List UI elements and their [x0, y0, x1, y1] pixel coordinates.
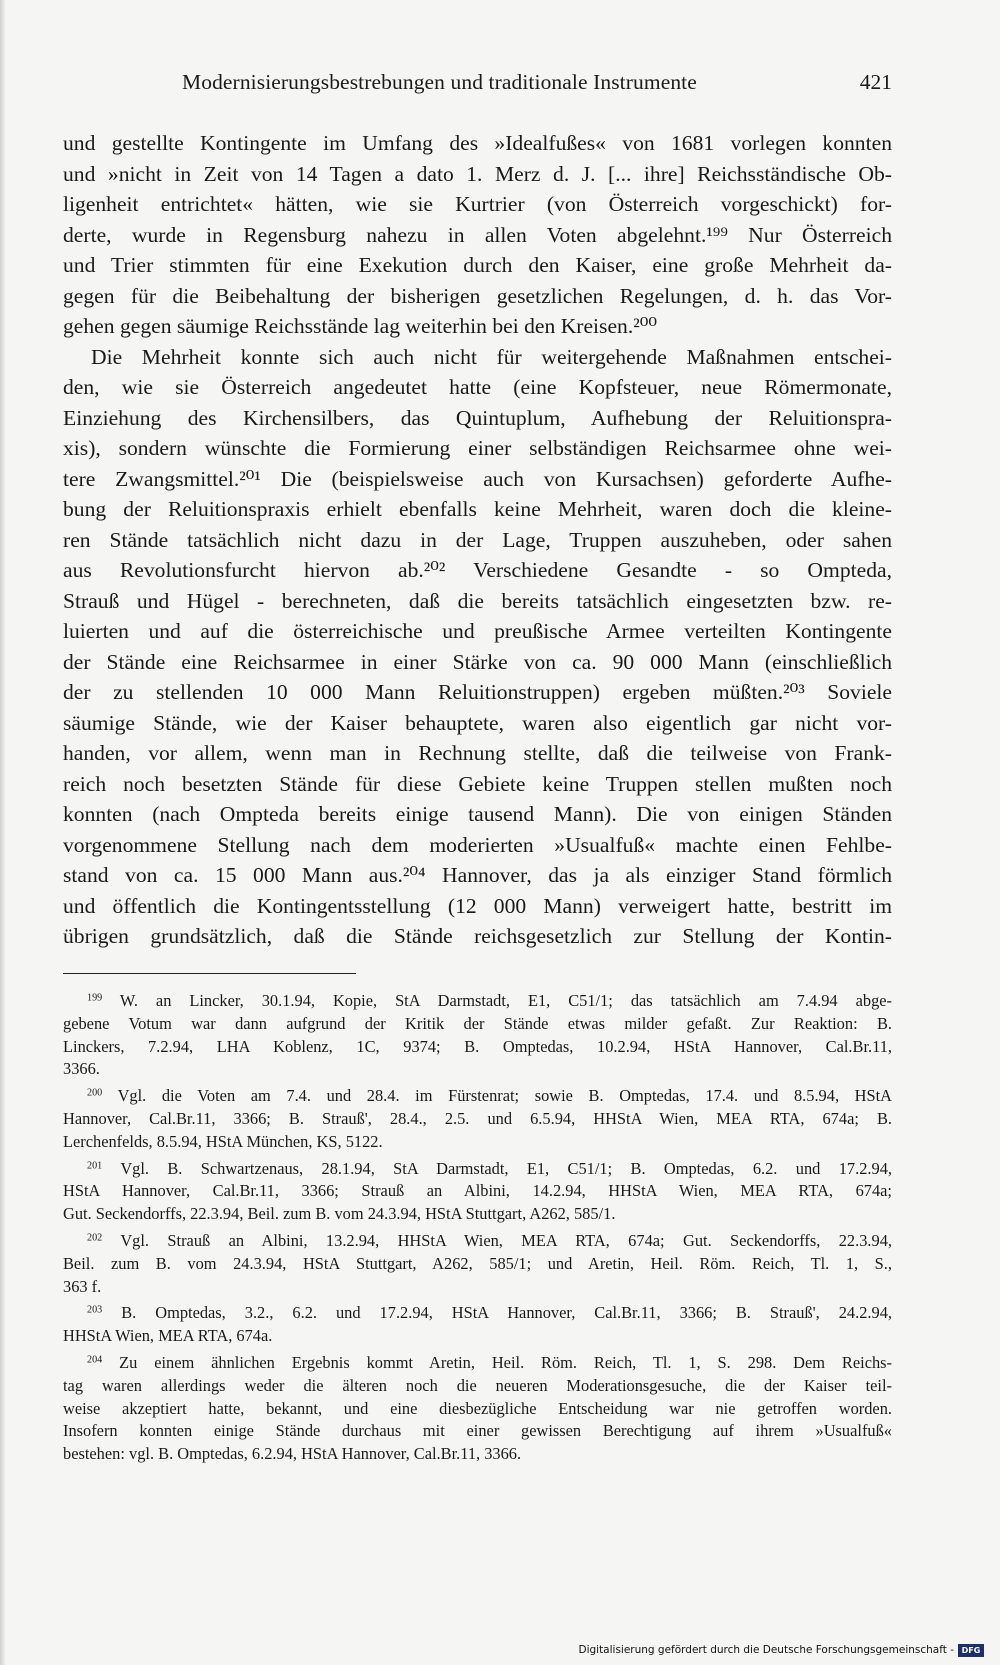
footnote-number: 202	[87, 1232, 103, 1244]
text-line: Strauß und Hügel - berechneten, daß die bereits tatsächlich eingesetzten bzw. re-	[63, 588, 892, 613]
footnote-text: Vgl. Strauß an Albini, 13.2.94, HHStA Wien, MEA RTA, 674a; Gut. Seckendorffs, 22.3.94,	[120, 1230, 892, 1250]
text-line: ren Stände tatsächlich nicht dazu in der Lage, Truppen auszuheben, oder sahen	[63, 527, 892, 552]
footnote-line	[63, 1036, 892, 1059]
text-line: luierten und auf die österreichische und preußische Armee verteilten Kontingente	[63, 619, 892, 643]
text-line: der zu stellenden 10 000 Mann Reluitionstruppen) ergeben müßten.²⁰³ Soviele	[63, 680, 892, 704]
footnote-text: bestehen: vgl. B. Omptedas, 6.2.94, HStA Hannover, Cal.Br.11, 3366.	[63, 1444, 522, 1464]
text-line: xis), sondern wünschte die Formierung einer selbständigen Reichsarmee ohne wei-	[63, 436, 892, 460]
text-line: und Trier stimmten für eine Exekution durch den Kaiser, eine große Mehrheit da-	[63, 253, 892, 277]
footnote-line	[63, 1058, 892, 1081]
text-line: handen, vor allem, wenn man in Rechnung stellte, daß die teilweise von Frank-	[63, 741, 892, 765]
footnote-line	[63, 1325, 892, 1348]
footnote-text: B. Omptedas, 3.2., 6.2. und 17.2.94, HStA Hannover, Cal.Br.11, 3366; B. Strauß', 24.2.94,	[121, 1303, 892, 1323]
footnote-text: gebene Votum war dann aufgrund der Kritik der Stände etwas milder gefaßt. Zur Reaktion: B.	[63, 1013, 892, 1033]
footnote-text: W. an Lincker, 30.1.94, Kopie, StA Darmstadt, E1, C51/1; das tatsächlich am 7.4.94 abge-	[119, 991, 892, 1010]
footnote-line	[63, 1085, 892, 1108]
text-line: der Stände eine Reichsarmee in einer Stärke von ca. 90 000 Mann (einschließlich	[63, 649, 892, 674]
footnote-text: Insofern konnten einige Stände durchaus mit einer gewissen Berechtigung auf ihrem »Usualfuß«	[63, 1421, 892, 1441]
footnote	[63, 1230, 892, 1298]
footnote-text: Vgl. B. Schwartzenaus, 28.1.94, StA Darmstadt, E1, C51/1; B. Omptedas, 6.2. und 17.2.94,	[120, 1158, 892, 1178]
main-text	[63, 128, 892, 952]
text-line: den, wie sie Österreich angedeutet hatte (eine Kopfsteuer, neue Römermonate,	[63, 375, 892, 399]
footnote-text: 363 f.	[63, 1276, 102, 1296]
footnote-line	[63, 1158, 892, 1181]
footnote	[63, 990, 892, 1081]
running-header	[182, 70, 892, 104]
footnote-line	[63, 1108, 892, 1131]
text-line: stand von ca. 15 000 Mann aus.²⁰⁴ Hannover, das ja als einziger Stand förmlich	[63, 863, 892, 887]
footnote-text: HStA Hannover, Cal.Br.11, 3366; Strauß an Albini, 14.2.94, HHStA Wien, MEA RTA, 674a;	[63, 1181, 892, 1201]
text-line: aus Revolutionsfurcht hiervon ab.²⁰² Verschiedene Gesandte - so Ompteda,	[63, 558, 892, 582]
text-line: und »nicht in Zeit von 14 Tagen a dato 1. Merz d. J. [... ihre] Reichsständische Ob-	[63, 161, 892, 186]
footnote-line	[63, 1375, 892, 1398]
credit-text: Digitalisierung gefördert durch die Deutsche Forschungsgemeinschaft -	[578, 1644, 954, 1656]
footnotes	[63, 990, 892, 1470]
footnote-line	[63, 1180, 892, 1203]
text-line: und öffentlich die Kontingentsstellung (12 000 Mann) verweigert hatte, bestritt im	[63, 893, 892, 918]
dfg-logo: DFG	[958, 1644, 984, 1657]
footnote-line	[63, 1203, 892, 1226]
text-line: und gestellte Kontingente im Umfang des »Idealfußes« von 1681 vorlegen konnten	[63, 131, 892, 155]
footnote-text: Gut. Seckendorffs, 22.3.94, Beil. zum B. vom 24.3.94, HStA Stuttgart, A262, 585/1.	[63, 1204, 616, 1224]
footnote-line	[63, 990, 892, 1013]
footnote	[63, 1302, 892, 1348]
footnote-text: Linckers, 7.2.94, LHA Koblenz, 1C, 9374; B. Omptedas, 10.2.94, HStA Hannover, Cal.Br.11,	[63, 1036, 892, 1056]
text-line: gehen gegen säumige Reichsstände lag weiterhin bei den Kreisen.²⁰⁰	[63, 314, 658, 338]
footnote-text: weise akzeptiert hatte, bekannt, und eine diesbezügliche Entscheidung war nie getroffen worden.	[63, 1398, 892, 1418]
footnote-text: Hannover, Cal.Br.11, 3366; B. Strauß', 28.4., 2.5. und 6.5.94, HHStA Wien, MEA RTA, 674a; B.	[63, 1108, 892, 1128]
text-line: vorgenommene Stellung nach dem moderierten »Usualfuß« machte einen Fehlbe-	[63, 832, 892, 857]
footnote-line	[63, 1276, 892, 1299]
footnote-line	[63, 1398, 892, 1421]
footnote-line	[63, 1013, 892, 1036]
footnote-number: 201	[87, 1160, 103, 1171]
footnote-number: 203	[87, 1304, 103, 1316]
running-title: Modernisierungsbestrebungen und traditionale Instrumente	[182, 70, 697, 94]
footnote-text: 3366.	[63, 1059, 100, 1079]
footnote-text: Beil. zum B. vom 24.3.94, HStA Stuttgart, A262, 585/1; und Aretin, Heil. Röm. Reich, Tl. 1, S.,	[63, 1253, 892, 1273]
footnote	[63, 1352, 892, 1466]
footnote-number: 200	[87, 1087, 103, 1099]
text-line: gegen für die Beibehaltung der bisherigen gesetzlichen Regelungen, d. h. das Vor-	[63, 283, 892, 308]
footnote	[63, 1158, 892, 1226]
footnote-number: 204	[87, 1354, 103, 1366]
digitization-credit	[578, 1641, 984, 1659]
footnote-text: Vgl. die Voten am 7.4. und 28.4. im Fürstenrat; sowie B. Omptedas, 17.4. und 8.5.94, HStA	[117, 1086, 892, 1106]
text-line: übrigen grundsätzlich, daß die Stände reichsgesetzlich zur Stellung der Kontin-	[63, 924, 892, 948]
text-line: bung der Reluitionspraxis erhielt ebenfalls keine Mehrheit, waren doch die kleine-	[63, 497, 892, 521]
footnote-line	[63, 1302, 892, 1325]
footnote-line	[63, 1253, 892, 1276]
page-number: 421	[859, 70, 892, 94]
text-line: säumige Stände, wie der Kaiser behauptete, waren also eigentlich gar nicht vor-	[63, 710, 892, 735]
footnote-text: Lerchenfelds, 8.5.94, HStA München, KS, 5122.	[63, 1131, 383, 1151]
footnote-text: Zu einem ähnlichen Ergebnis kommt Aretin, Heil. Röm. Reich, Tl. 1, S. 298. Dem Reichs-	[119, 1352, 892, 1372]
text-line: tere Zwangsmittel.²⁰¹ Die (beispielsweise auch von Kursachsen) geforderte Aufhe-	[63, 466, 892, 491]
text-line: konnten (nach Ompteda bereits einige tausend Mann). Die von einigen Ständen	[63, 802, 892, 826]
text-line: Einziehung des Kirchensilbers, das Quintuplum, Aufhebung der Reluitionspra-	[63, 405, 892, 430]
footnote-line	[63, 1443, 892, 1466]
footnote-line	[63, 1131, 892, 1154]
footnote-number: 199	[87, 992, 103, 1004]
footnote-line	[63, 1230, 892, 1253]
footnote-text: HHStA Wien, MEA RTA, 674a.	[63, 1326, 273, 1346]
text-line: derte, wurde in Regensburg nahezu in allen Voten abgelehnt.¹⁹⁹ Nur Österreich	[63, 222, 892, 247]
footnote-text: tag waren allerdings weder die älteren noch die neueren Moderationsgesuche, die der Kaiser teil-	[63, 1375, 892, 1395]
footnote	[63, 1085, 892, 1153]
page-edge-shadow	[0, 0, 6, 1665]
footnote-line	[63, 1352, 892, 1375]
text-line: reich noch besetzten Stände für diese Gebiete keine Truppen stellen mußten noch	[63, 771, 892, 796]
text-line: ligenheit entrichtet« hätten, wie sie Kurtrier (von Österreich vorgeschickt) for-	[63, 192, 892, 216]
footnote-separator	[63, 973, 356, 974]
text-line: Die Mehrheit konnte sich auch nicht für weitergehende Maßnahmen entschei-	[91, 344, 892, 369]
footnote-line	[63, 1420, 892, 1443]
